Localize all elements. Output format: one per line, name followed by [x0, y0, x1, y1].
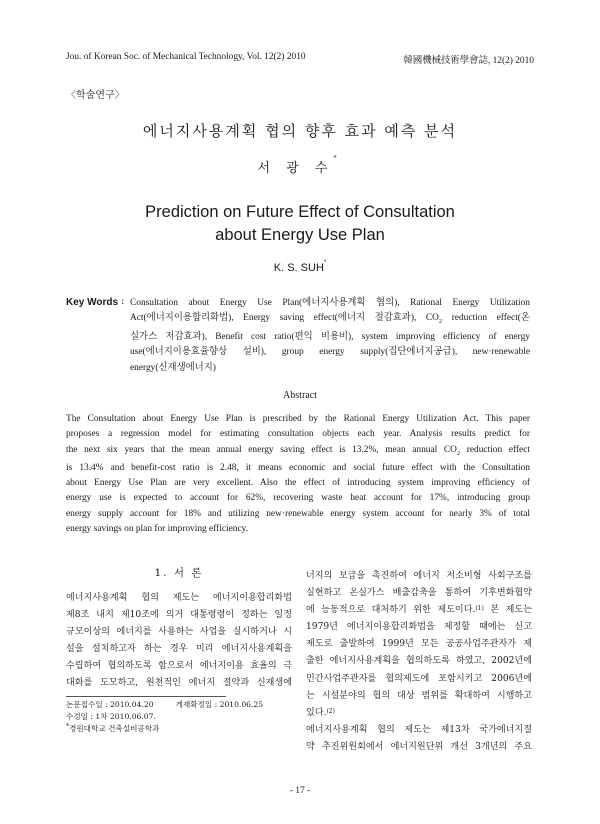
body-line: 에너지사용계획 협의 제도는 제13차 국가에너지절	[306, 724, 532, 735]
paper-title-korean: 에너지사용계획 협의 향후 효과 예측 분석	[142, 122, 458, 140]
body-column-left	[66, 590, 292, 693]
keywords-line: Consultation about Energy Use Plan(에너지사용계획 협의), Rational Energy Utilization	[130, 298, 530, 308]
abstract-line: energy use is expected to account for 62%, recovering waste heat account for 17%, introducing group	[66, 493, 530, 504]
abstract-line: energy savings on plan for improving efficiency.	[66, 523, 249, 534]
body-line: 에너지사용계획 협의 제도는 에너지이용합리화법	[66, 593, 292, 603]
body-line: 에 능동적으로 대처하기 위한 제도이다.$^{(1)}$ 본 제도는	[306, 605, 532, 616]
body-line: 대화를 도모하고, 원천적인 에너지 절약과 신재생에	[66, 678, 292, 689]
body-line: 설을 설치하고자 하는 경우 미리 에너지사용계획을	[66, 644, 292, 655]
body-line: 규모이상의 에너지를 사용하는 사업을 실시하거나 시	[66, 627, 292, 638]
body-line: 는 시설분야의 협의 대상 범위를 확대하여 시행하고	[306, 690, 532, 701]
paper-title-english	[0, 201, 600, 247]
author-name-korean: 서 광 수	[257, 161, 334, 176]
keywords-line: energy(신재생에너지)	[130, 362, 216, 373]
abstract-heading: Abstract	[283, 390, 317, 401]
abstract-line: the next six years that the mean annual energy saving effect is 13.2%, mean annual $CO_2$ reduction effect	[66, 444, 530, 457]
body-column-right	[306, 568, 532, 756]
abstract-line: about Energy Use Plan are very excellent. Also the effect of introducing system improving efficiency of	[66, 478, 530, 489]
body-line: 약 추진위원회에서 에너지원단위 개선 3개년의 주요	[306, 741, 532, 752]
author-korean	[0, 157, 600, 176]
affiliation-text: 경원대학교 건축설비공학과	[69, 724, 160, 733]
body-line: 실현하고 온실가스 배출감축을 통하여 기후변화협약	[306, 588, 532, 599]
abstract-line: The Consultation about Energy Use Plan is prescribed by the Rational Energy Utilization Act. This paper	[66, 414, 530, 424]
received-date: 논문접수일 : 2010.04.20	[66, 700, 154, 709]
keywords-line: use(에너지이용효율향상 설비), group energy supply(집단에너지공급), new·renewable	[130, 347, 530, 358]
author-affiliation	[66, 723, 159, 735]
footnote-dates	[66, 699, 263, 711]
footnote-divider	[66, 696, 226, 697]
author-en-affiliation-mark: *	[323, 260, 327, 266]
body-line: 민간사업주관자를 협의제도에 포함시키고 2006년에	[306, 673, 532, 684]
section-tag: 〈학술연구〉	[66, 90, 125, 101]
keywords-list	[130, 296, 530, 376]
body-line: 제도로 출발하여 1999년 모든 공공사업주관자가 제	[306, 639, 532, 650]
body-line: 출한 에너지사용계획을 협의하도록 하였고, 2002년에	[306, 656, 532, 667]
revised-date: 수정일 : 1차 2010.06.07.	[66, 712, 156, 721]
author-affiliation-mark: *	[333, 155, 343, 162]
abstract-line: is 13.4% and benefit-cost ratio is 2.48, it means economic and social future effect with the Consultation	[66, 462, 530, 473]
body-line: 있다.$^{(2)}$	[306, 707, 335, 718]
section-heading-introduction: 1. 서 론	[154, 567, 204, 579]
keywords-line: 실가스 저감효과), Benefit cost ratio(편익 비용비), system improving efficiency of energy	[130, 331, 530, 342]
author-name-english: K. S. SUH	[273, 262, 324, 274]
abstract-line: proposes a regression model for estimating consultation objects each year. Analysis results predict for	[66, 429, 530, 440]
keywords-line: Act(에너지이용합리화법), Energy saving effect(에너지 절감효과), $CO_2$ reduction effect(온	[130, 313, 530, 326]
keywords-colon: :	[121, 296, 125, 307]
title-en-line-1: Prediction on Future Effect of Consultation	[145, 203, 455, 221]
citation-ref: (2)	[326, 707, 335, 715]
body-line: 수립하여 협의하도록 함으로서 에너지이용 효율의 극	[66, 661, 292, 672]
citation-ref: (1)	[475, 605, 484, 613]
affiliation-mark: *	[66, 723, 69, 730]
body-line: 1979년 에너지이용합리화법을 제정할 때에는 신고	[306, 622, 532, 633]
body-line: 제8조 내지 제10조에 의거 대통령령이 정하는 일정	[66, 610, 292, 621]
journal-header-kr: 韓國機械技術學會誌, 12(2) 2010	[403, 56, 534, 66]
author-english	[0, 262, 600, 274]
body-line: 너지의 보급을 촉진하여 에너지 저소비형 사회구조를	[306, 571, 532, 581]
keywords-label: Key Words	[66, 297, 119, 308]
accepted-date: 게재확정일 : 2010.06.25	[175, 700, 264, 709]
abstract-body	[66, 412, 530, 537]
abstract-line: energy supply account for 18% and utilizing new·renewable energy system account for nearly 3% of total	[66, 508, 530, 519]
page-number: - 17 -	[289, 786, 311, 796]
title-en-line-2: about Energy Use Plan	[215, 226, 385, 244]
journal-header-en: Jou. of Korean Soc. of Mechanical Technology, Vol. 12(2) 2010	[66, 52, 306, 62]
